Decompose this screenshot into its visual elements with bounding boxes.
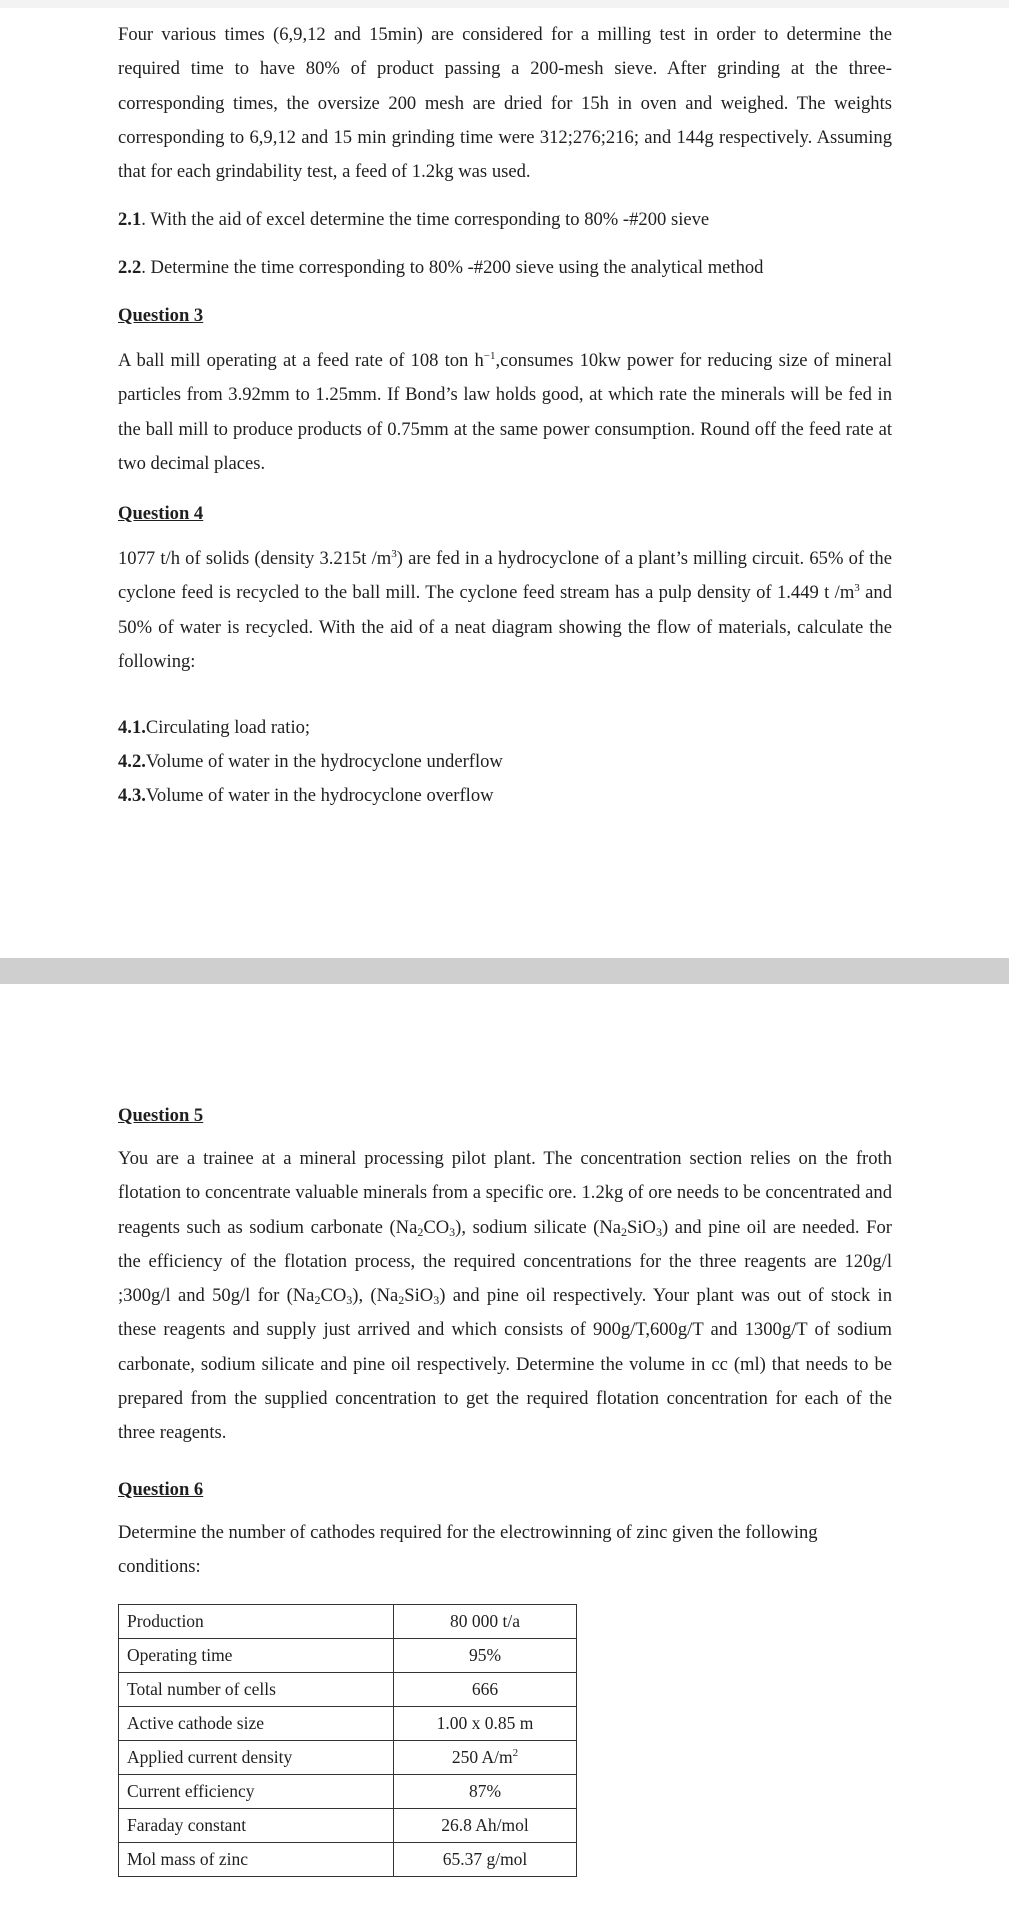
exponent: 2 (512, 1747, 519, 1759)
question-3-heading: Question 3 (118, 305, 204, 326)
table-row: Current efficiency 87% (119, 1775, 577, 1809)
question-4-heading: Question 4 (118, 503, 204, 524)
page-separator (0, 958, 1009, 984)
question-2-1: 2.1. With the aid of excel determine the time corresponding to 80% -#200 sieve (118, 209, 710, 230)
question-2-intro: Four various times (6,9,12 and 15min) are considered for a milling test in order to determine the required time to have 80% of product passing a 200-mesh sieve. After grinding at the three-corresponding times, the oversize 200 mesh are dried for 15h in oven and weighed. The weights corresponding to 6,9,12 and 15 min grinding time were 312;276;216; and 144g respectively. Assuming that for each grindability test, a feed of 1.2kg was used. (118, 24, 892, 183)
table-row: Faraday constant 26.8 Ah/mol (119, 1809, 577, 1843)
question-number: 2.1 (118, 209, 142, 230)
question-4-text: 1077 t/h of solids (density 3.215t $/m^3$) are fed in a hydrocyclone of a plant’s milling circuit. 65% of the cyclone feed is recycled to the ball mill. The cyclone feed stream has a pulp density of 1.449 t $/m^3$ and 50% of water is recycled. With the aid of a neat diagram showing the flow of materials, calculate the following: (118, 548, 892, 672)
exponent: −1 (483, 350, 496, 362)
question-6-heading: Question 6 (118, 1479, 204, 1500)
table-row: Active cathode size 1.00 x 0.85 m (119, 1707, 577, 1741)
document-page-2 (0, 984, 1009, 1920)
exponent: 3 (391, 548, 397, 560)
question-3-text: A ball mill operating at a feed rate of 108 ton $h^{-1},consumes$ 10kw power for reducing size of mineral particles from 3.92mm to 1.25mm. If Bond’s law holds good, at which rate the minerals will be fed in the ball mill to produce products of 0.75mm at the same power consumption. Round off the feed rate at two decimal places. (118, 350, 892, 474)
table-row: Total number of cells 666 (119, 1673, 577, 1707)
question-5-text: You are a trainee at a mineral processing pilot plant. The concentration section relies on the froth flotation to concentrate valuable minerals from a specific ore. 1.2kg of ore needs to be concentrated and reagents such as sodium carbonate (Na2CO3), sodium silicate (Na2SiO3) and pine oil are needed. For the efficiency of the flotation process, the required concentrations for the three reagents are 120g/l ;300g/l and 50g/l for (Na2CO3), (Na2SiO3) and pine oil respectively. Your plant was out of stock in these reagents and supply just arrived and which consists of 900g/T,600g/T and 1300g/T of sodium carbonate, sodium silicate and pine oil respectively. Determine the volume in cc (ml) that needs to be prepared from the supplied concentration to get the required flotation concentration for each of the three reagents. (118, 1148, 892, 1444)
exponent: 3 (854, 582, 860, 595)
question-number: 4.3. (118, 785, 146, 806)
question-6-text: Determine the number of cathodes required for the electrowinning of zinc given the following conditions: (118, 1522, 818, 1578)
question-number: 4.1. (118, 717, 146, 738)
question-4-1: 4.1.Circulating load ratio; (118, 717, 311, 738)
question-number: 4.2. (118, 751, 146, 772)
question-4-2: 4.2.Volume of water in the hydrocyclone underflow (118, 751, 503, 772)
question-2-2: 2.2. Determine the time corresponding to 80% -#200 sieve using the analytical method (118, 257, 764, 278)
question-number: 2.2 (118, 257, 142, 278)
question-5-heading: Question 5 (118, 1105, 204, 1126)
table-row: Applied current density 250 $A/m^2$ (119, 1741, 577, 1775)
table-row: Operating time 95% (119, 1639, 577, 1673)
table-row: Mol mass of zinc 65.37 g/mol (119, 1843, 577, 1877)
document-page-1 (0, 8, 1009, 958)
table-row: Production 80 000 t/a (119, 1605, 577, 1639)
question-4-3: 4.3.Volume of water in the hydrocyclone overflow (118, 785, 494, 806)
electrowinning-parameters-table (118, 1604, 577, 1877)
